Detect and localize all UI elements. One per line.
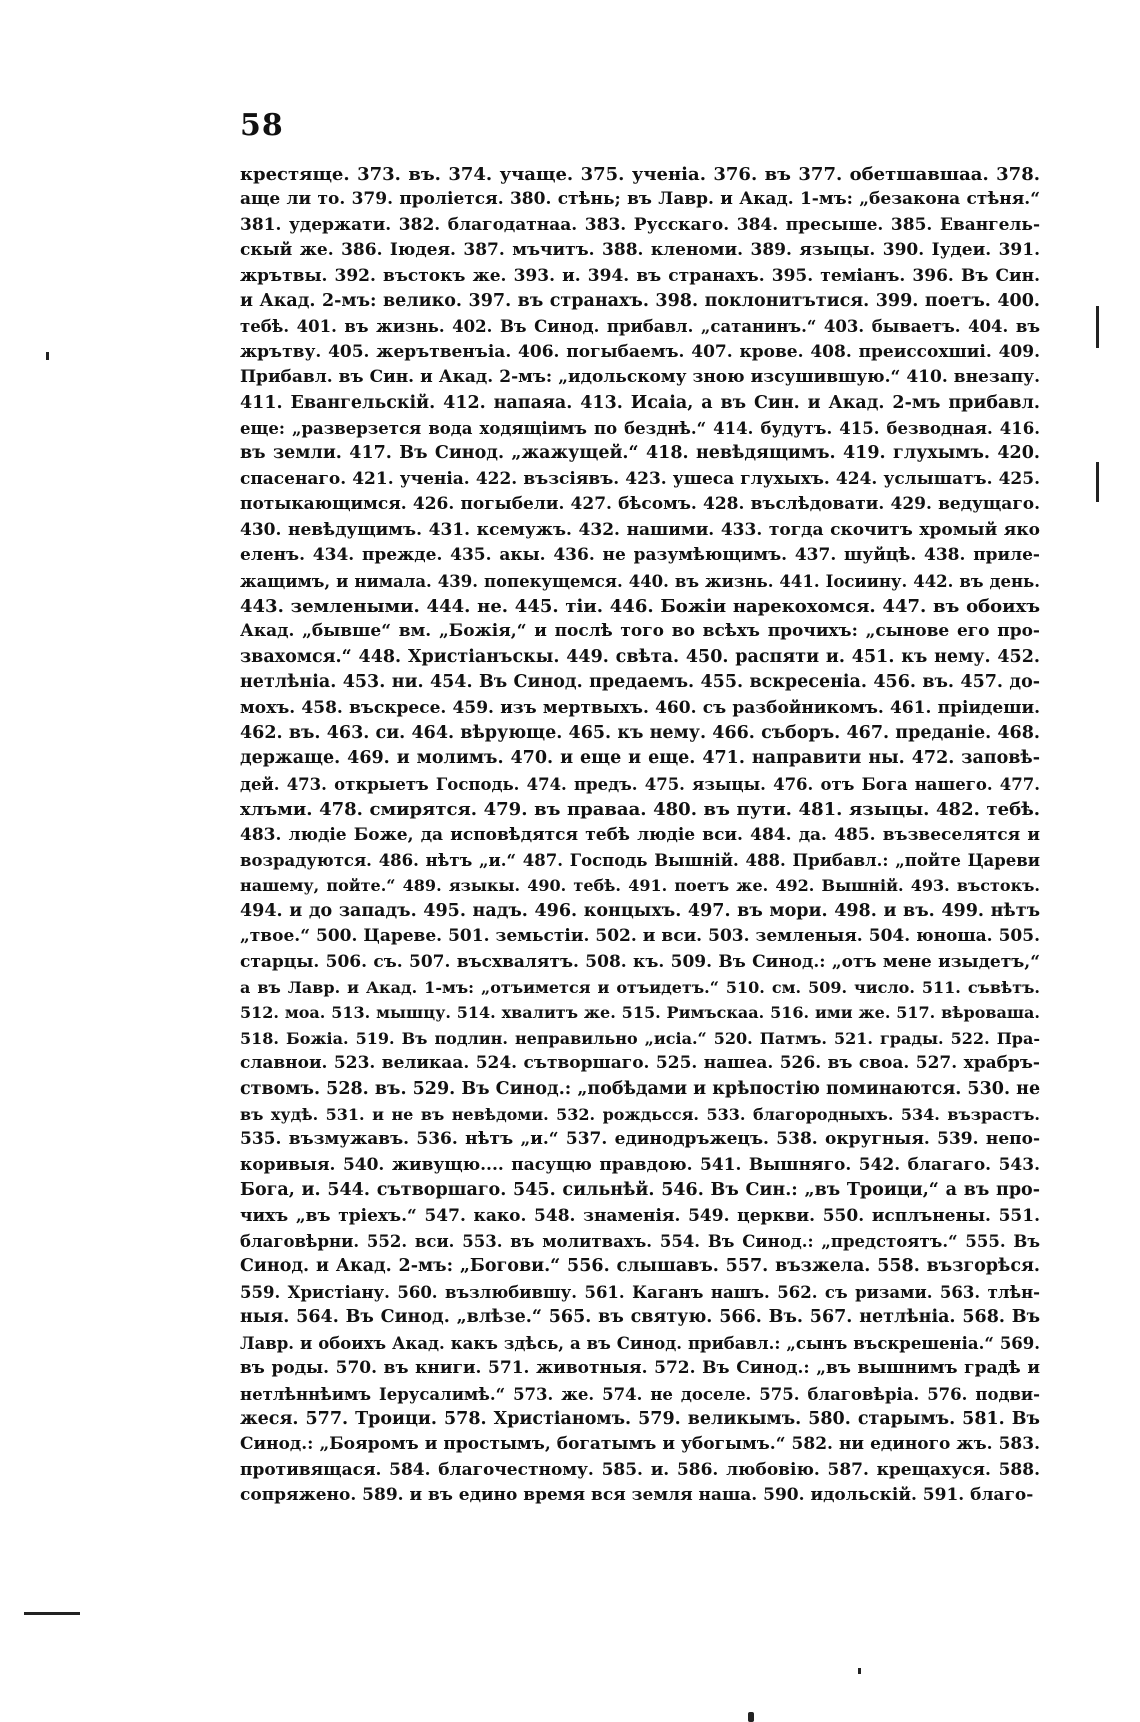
- text-line: скый же. 386. Іюдея. 387. мъчитъ. 388. кленоми. 389. языцы. 390. Іудеи. 391.: [240, 240, 1040, 261]
- text-line: въ роды. 570. въ книги. 571. животныя. 572. Въ Синод.: „въ вышнимъ градѣ и: [240, 1358, 1040, 1379]
- text-line: 381. удержати. 382. благодатнаа. 383. Русскаго. 384. пресыше. 385. Евангель-: [240, 214, 1040, 235]
- text-line: Синод.: „Бояромъ и простымъ, богатымъ и убогымъ.“ 582. ни единого жъ. 583.: [240, 1434, 1040, 1455]
- margin-dot-mark: [858, 1668, 861, 1674]
- text-line: крестяще. 373. въ. 374. учаще. 375. ученіа. 376. въ 377. обетшавшаа. 378.: [240, 164, 1040, 185]
- ink-blot-mark: [748, 1712, 754, 1722]
- text-line: сопряжено. 589. и въ едино время вся земля наша. 590. идольскій. 591. благо-: [240, 1485, 1034, 1506]
- text-line: жрътвы. 392. въстокъ же. 393. и. 394. въ странахъ. 395. теміанъ. 396. Въ Син.: [240, 265, 1040, 286]
- text-line: противящася. 584. благочестному. 585. и. 586. любовію. 587. крещахуся. 588.: [240, 1459, 1040, 1480]
- text-line: въ земли. 417. Въ Синод. „жажущей.“ 418. невѣдящимъ. 419. глухымъ. 420.: [240, 443, 1040, 464]
- margin-dash-mark: [24, 1612, 80, 1615]
- text-line: 430. невѣдущимъ. 431. ксемужъ. 432. нашими. 433. тогда скочитъ хромый яко: [240, 519, 1040, 540]
- text-line: держаще. 469. и молимъ. 470. и еще и еще. 471. направити ны. 472. заповѣ-: [240, 748, 1040, 769]
- text-line: 462. въ. 463. си. 464. вѣрующе. 465. къ нему. 466. съборъ. 467. преданіе. 468.: [240, 722, 1040, 743]
- text-line: дей. 473. открыетъ Господь. 474. предъ. 475. языцы. 476. отъ Бога нашего. 477.: [240, 774, 1040, 794]
- text-line: Бога, и. 544. сътворшаго. 545. сильнѣй. 546. Въ Син.: „въ Троици,“ а въ про-: [240, 1180, 1040, 1201]
- text-line: 535. възмужавъ. 536. нѣтъ „и.“ 537. единодръжецъ. 538. округныя. 539. непо-: [240, 1129, 1040, 1150]
- text-line: жащимъ, и нимала. 439. попекущемся. 440. въ жизнь. 441. Іосиину. 442. въ день.: [240, 571, 1040, 591]
- margin-bar-mark: [1096, 462, 1099, 502]
- text-line: возрадуются. 486. нѣтъ „и.“ 487. Господь Вышній. 488. Прибавл.: „пойте Цареви: [240, 850, 1040, 870]
- text-line: славнои. 523. великаа. 524. сътворшаго. 525. нашеа. 526. въ своа. 527. храбръ-: [240, 1053, 1040, 1074]
- text-line: нашему, пойте.“ 489. языкы. 490. тебѣ. 491. поетъ же. 492. Вышній. 493. въстокъ.: [240, 876, 1040, 896]
- text-line: тебѣ. 401. въ жизнь. 402. Въ Синод. прибавл. „сатанинъ.“ 403. бываетъ. 404. въ: [240, 317, 1040, 337]
- text-line: спасенаго. 421. ученіа. 422. възсіявъ. 423. ушеса глухыхъ. 424. услышатъ. 425.: [240, 468, 1040, 489]
- text-line: ствомъ. 528. въ. 529. Въ Синод.: „побѣдами и крѣпостію поминаются. 530. не: [240, 1078, 1040, 1099]
- text-line: 483. людіе Боже, да исповѣдятся тебѣ людіе вси. 484. да. 485. възвеселятся и: [240, 824, 1040, 845]
- text-line: хлъми. 478. смирятся. 479. въ праваа. 480. въ пути. 481. языцы. 482. тебѣ.: [240, 799, 1040, 821]
- text-line: еленъ. 434. прежде. 435. акы. 436. не разумѣющимъ. 437. шуйцѣ. 438. приле-: [240, 545, 1040, 566]
- text-line: въ худѣ. 531. и не въ невѣдоми. 532. рождьсся. 533. благородныхъ. 534. възрастъ.: [240, 1105, 1040, 1125]
- text-line: жеся. 577. Троици. 578. Христіаномъ. 579. великымъ. 580. старымъ. 581. Въ: [240, 1408, 1040, 1429]
- text-line: старцы. 506. съ. 507. въсхвалятъ. 508. къ. 509. Въ Синод.: „отъ мене изыдетъ,“: [240, 951, 1040, 972]
- text-line: а въ Лавр. и Акад. 1-мъ: „отъимется и отъидетъ.“ 510. см. 509. число. 511. съвѣтъ.: [240, 978, 1040, 997]
- text-line: благовѣрни. 552. вси. 553. въ молитвахъ. 554. Въ Синод.: „предстоятъ.“ 555. Въ: [240, 1232, 1040, 1252]
- text-line: потыкающимся. 426. погыбели. 427. бѣсомъ. 428. въслѣдовати. 429. ведущаго.: [240, 494, 1040, 515]
- text-line: Прибавл. въ Син. и Акад. 2-мъ: „идольскому зною изсушившую.“ 410. внезапу.: [240, 367, 1040, 388]
- text-line: 518. Божіа. 519. Въ подлин. неправильно „исіа.“ 520. Патмъ. 521. грады. 522. Пра-: [240, 1028, 1040, 1048]
- text-line: нетлѣннѣимъ Іерусалимѣ.“ 573. же. 574. не доселе. 575. благовѣріа. 576. подви-: [240, 1384, 1040, 1404]
- text-line: чихъ „въ тріехъ.“ 547. како. 548. знаменія. 549. церкви. 550. исплънены. 551.: [240, 1205, 1040, 1226]
- text-line: коривыя. 540. живущю.... пасущю правдою. 541. Вышняго. 542. благаго. 543.: [240, 1154, 1040, 1175]
- text-line: 559. Христіану. 560. възлюбившу. 561. Каганъ нашъ. 562. съ ризами. 563. тлѣн-: [240, 1282, 1040, 1302]
- page-number: 58: [240, 108, 284, 143]
- text-block: [240, 162, 1040, 1509]
- text-line: мохъ. 458. въскресе. 459. изъ мертвыхъ. 460. съ разбойникомъ. 461. пріидеши.: [240, 697, 1040, 718]
- text-line: Синод. и Акад. 2-мъ: „Богови.“ 556. слышавъ. 557. възжела. 558. възгорѣся.: [240, 1256, 1040, 1277]
- text-line: и Акад. 2-мъ: велико. 397. въ странахъ. 398. поклонитътися. 399. поетъ. 400.: [240, 291, 1040, 312]
- text-line: 443. землеными. 444. не. 445. тіи. 446. Божіи нарекохомся. 447. въ обоихъ: [240, 595, 1040, 617]
- text-line: 494. и до западъ. 495. надъ. 496. концыхъ. 497. въ мори. 498. и въ. 499. нѣтъ: [240, 900, 1040, 921]
- text-line: жрътву. 405. жерътвенъіа. 406. погыбаемъ. 407. крове. 408. преиссохшиі. 409.: [240, 341, 1040, 362]
- text-line: аще ли то. 379. проліется. 380. стѣнь; въ Лавр. и Акад. 1-мъ: „безакона стѣня.“: [240, 189, 1040, 210]
- margin-dot-mark: [46, 352, 49, 360]
- text-line: „твое.“ 500. Цареве. 501. земьстіи. 502. и вси. 503. земленыя. 504. юноша. 505.: [240, 926, 1040, 947]
- margin-bar-mark: [1096, 306, 1099, 348]
- text-line: Лавр. и обоихъ Акад. какъ здѣсь, а въ Синод. прибавл.: „сынъ въскрешеніа.“ 569.: [240, 1333, 1040, 1353]
- text-line: 411. Евангельскій. 412. напаяа. 413. Исаіа, а въ Син. и Акад. 2-мъ прибавл.: [240, 392, 1040, 413]
- text-line: нетлѣніа. 453. ни. 454. Въ Синод. предаемъ. 455. вскресеніа. 456. въ. 457. до-: [240, 672, 1040, 693]
- text-line: звахомся.“ 448. Христіанъскы. 449. свѣта. 450. распяти и. 451. къ нему. 452.: [240, 646, 1040, 667]
- text-line: ныя. 564. Въ Синод. „влѣзе.“ 565. въ святую. 566. Въ. 567. нетлѣніа. 568. Въ: [240, 1307, 1040, 1328]
- text-line: Акад. „бывше“ вм. „Божія,“ и послѣ того во всѣхъ прочихъ: „сынове его про-: [240, 621, 1040, 642]
- text-line: 512. моа. 513. мышцу. 514. хвалитъ же. 515. Римъскаа. 516. ими же. 517. вѣроваша.: [240, 1003, 1040, 1023]
- text-line: еще: „разверзется вода ходящіимъ по безднѣ.“ 414. будутъ. 415. безводная. 416.: [240, 419, 1040, 439]
